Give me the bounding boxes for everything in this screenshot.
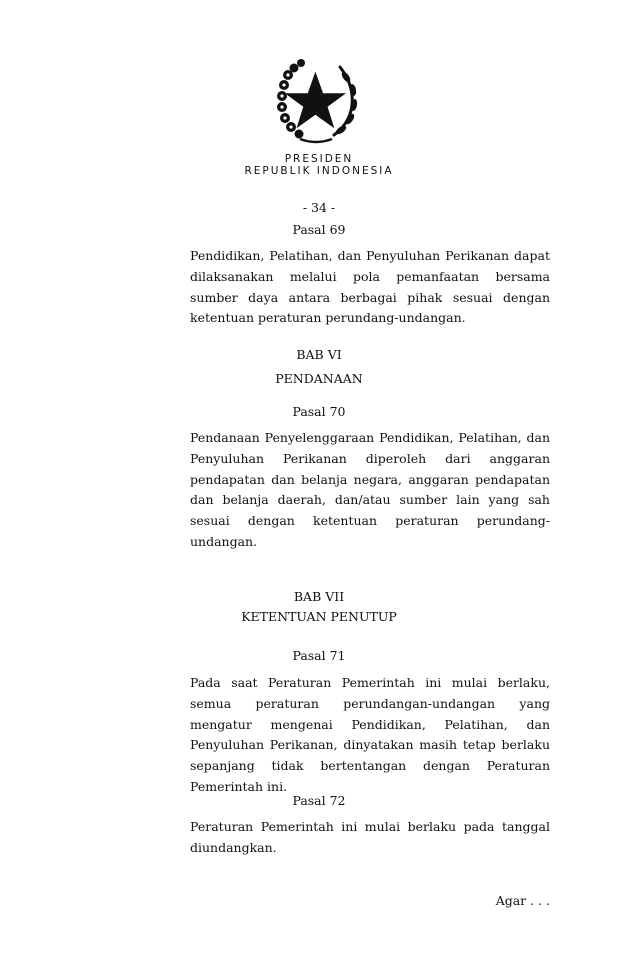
bab-7-number: BAB VII [293, 589, 345, 604]
bab-6-title: PENDANAAN [275, 371, 363, 386]
bab-7-title: KETENTUAN PENUTUP [241, 609, 397, 624]
letterhead-presiden: PRESIDEN [284, 153, 354, 165]
pasal-69-text: Pendidikan, Pelatihan, dan Penyuluhan Perikanan dapat dilaksanakan melalui pola pemanfaatan bersama sumber daya antara berbagai pihak sesuai dengan ketentuan peraturan perundang-undangan. [190, 248, 550, 326]
next-page-catchword: Agar . . . [495, 893, 550, 908]
bab-6-number: BAB VI [296, 347, 342, 362]
page-number: - 34 - [302, 200, 336, 215]
pasal-72-text: Peraturan Pemerintah ini mulai berlaku pada tanggal diundangkan. [190, 819, 550, 855]
pasal-69-heading: Pasal 69 [292, 222, 346, 237]
pasal-70-heading: Pasal 70 [292, 404, 346, 419]
pasal-71-text: Pada saat Peraturan Pemerintah ini mulai berlaku, semua peraturan perundangan-undangan yang mengatur mengenai Pendidikan, Pelatihan, dan Penyuluhan Perikanan, dinyatakan masih tetap berlaku sepanjang tidak bertentangan dengan Peraturan Pemerintah ini. [190, 675, 550, 794]
pasal-72-heading: Pasal 72 [292, 793, 346, 808]
letterhead-republik-indonesia: REPUBLIK INDONESIA [244, 165, 394, 177]
pasal-70-text: Pendanaan Penyelenggaraan Pendidikan, Pelatihan, dan Penyuluhan Perikanan diperoleh dari anggaran pendapatan dan belanja negara, anggaran pendapatan dan belanja daerah, dan/atau sumber lain yang sah sesuai dengan ketentuan peraturan perundang-undangan. [190, 430, 550, 549]
pasal-71-heading: Pasal 71 [292, 648, 346, 663]
garuda-star-wreath-icon [270, 55, 362, 147]
